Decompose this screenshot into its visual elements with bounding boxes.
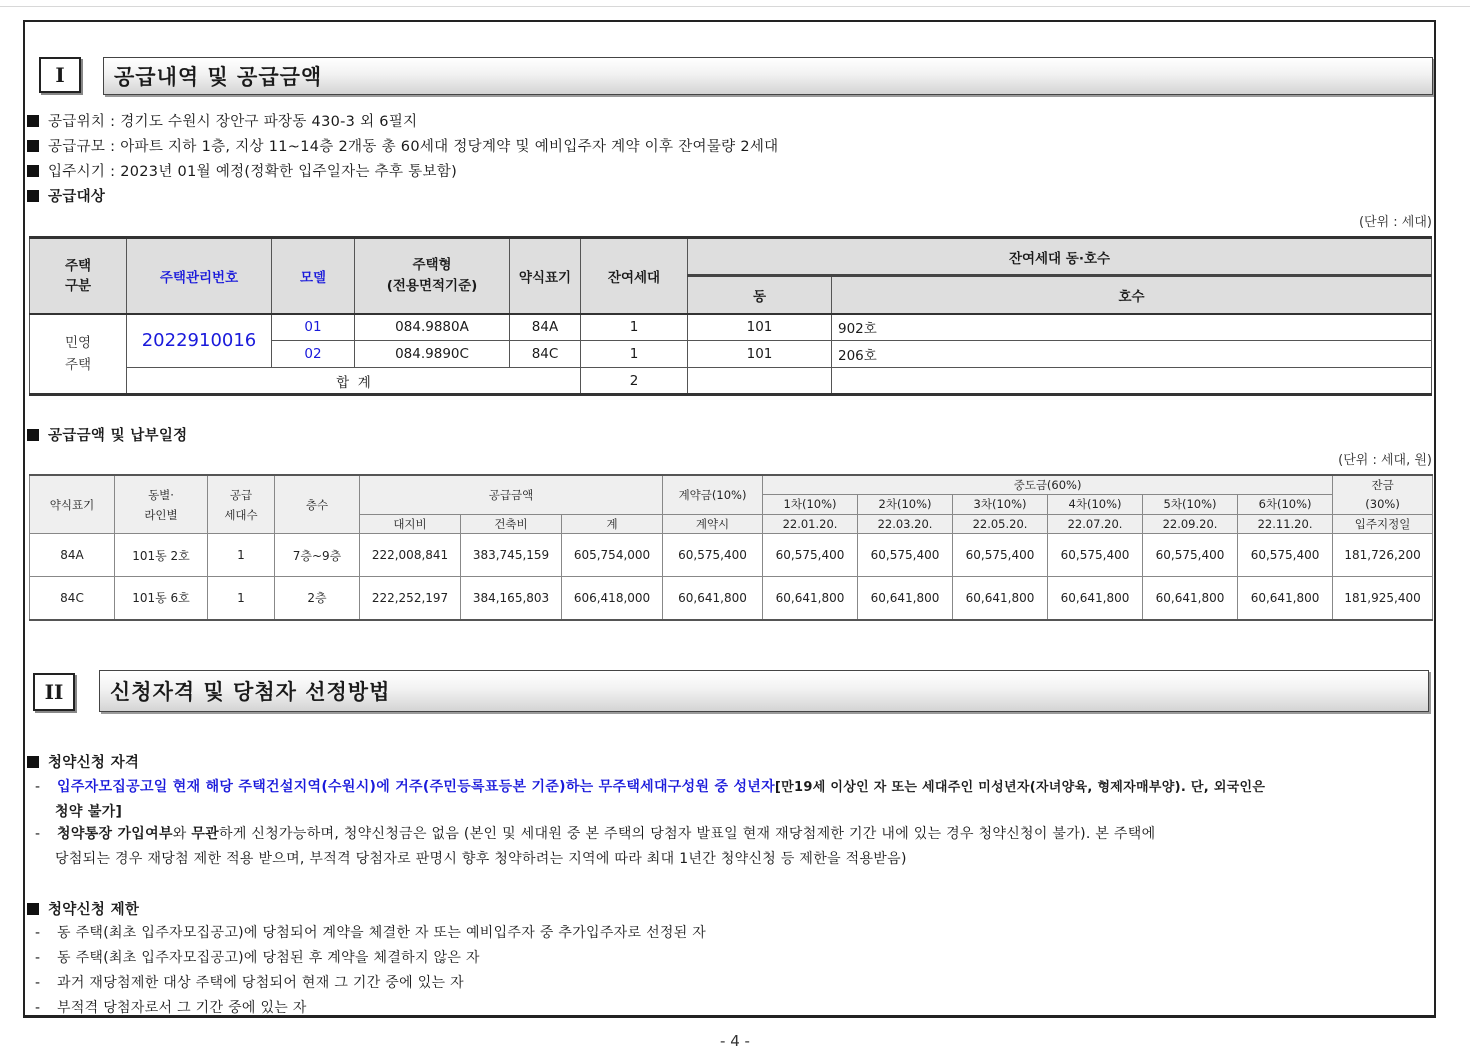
header-ho: 호수 bbox=[832, 276, 1432, 314]
header-house-type: 주택형 (전용면적기준) bbox=[355, 238, 510, 314]
row-floor: 7층~9층 bbox=[275, 534, 360, 577]
row-line: 101동 6호 bbox=[115, 577, 208, 620]
table-row bbox=[30, 577, 1433, 620]
h-line: 동별· 라인별 bbox=[115, 475, 208, 534]
move-in-date: 입주시기 : 2023년 01월 예정(정확한 입주일자는 추후 통보함) bbox=[27, 160, 457, 181]
page-number: - 4 - bbox=[720, 1032, 750, 1050]
row-middle-3: 60,641,800 bbox=[953, 577, 1048, 620]
h-balance-when: 입주지정일 bbox=[1333, 515, 1433, 534]
supply-target-heading: 공급대상 bbox=[27, 185, 105, 206]
row-balance: 181,925,400 bbox=[1333, 577, 1433, 620]
h-middle-date-3: 22.05.20. bbox=[953, 515, 1048, 534]
row-middle-5: 60,575,400 bbox=[1143, 534, 1238, 577]
square-bullet-icon bbox=[27, 140, 39, 152]
square-bullet-icon bbox=[27, 429, 39, 441]
h-middle-3: 3차(10%) bbox=[953, 494, 1048, 514]
row-middle-6: 60,641,800 bbox=[1238, 577, 1333, 620]
h-total: 계 bbox=[562, 515, 663, 534]
qualification-1-cont: 청약 불가] bbox=[55, 804, 123, 820]
row-units: 1 bbox=[208, 534, 275, 577]
h-middle-6: 6차(10%) bbox=[1238, 494, 1333, 514]
total-empty-ho bbox=[832, 368, 1432, 395]
restriction-4: - 부적격 당첨자로서 그 기간 중에 있는 자 bbox=[35, 1000, 307, 1016]
qualification-heading: 청약신청 자격 bbox=[27, 751, 139, 772]
row-land: 222,252,197 bbox=[360, 577, 461, 620]
row-short: 84A bbox=[30, 534, 115, 577]
h-land: 대지비 bbox=[360, 515, 461, 534]
section-number-1: I bbox=[39, 57, 81, 93]
h-supply: 공급금액 bbox=[360, 475, 663, 515]
h-middle-4: 4차(10%) bbox=[1048, 494, 1143, 514]
h-middle-date-1: 22.01.20. bbox=[763, 515, 858, 534]
total-row bbox=[30, 368, 1432, 395]
row-middle-5: 60,641,800 bbox=[1143, 577, 1238, 620]
row-total: 605,754,000 bbox=[562, 534, 663, 577]
restriction-3: - 과거 재당첨제한 대상 주택에 당첨되어 현재 그 기간 중에 있는 자 bbox=[35, 975, 464, 991]
row-balance: 181,726,200 bbox=[1333, 534, 1433, 577]
price-heading: 공급금액 및 납부일정 bbox=[27, 424, 187, 445]
square-bullet-icon bbox=[27, 115, 39, 127]
header-mgmt-no: 주택관리번호 bbox=[127, 238, 272, 314]
short-cell: 84C bbox=[510, 341, 581, 368]
square-bullet-icon bbox=[27, 190, 39, 202]
total-empty-dong bbox=[688, 368, 832, 395]
row-line: 101동 2호 bbox=[115, 534, 208, 577]
unit-label-2: (단위 : 세대, 원) bbox=[1338, 453, 1432, 468]
header-remaining: 잔여세대 bbox=[581, 238, 688, 314]
house-type-cell: 084.9890C bbox=[355, 341, 510, 368]
row-middle-6: 60,575,400 bbox=[1238, 534, 1333, 577]
row-middle-4: 60,575,400 bbox=[1048, 534, 1143, 577]
qualification-1: - 입주자모집공고일 현재 해당 주택건설지역(수원시)에 거주(주민등록표등본 기준)하는 무주택세대구성원 중 성년자[만19세 이상인 자 또는 세대주인 미성년자(자녀양육, 형제자매부양). 단, 외국인은 bbox=[35, 779, 1266, 795]
h-short: 약식표기 bbox=[30, 475, 115, 534]
row-building: 383,745,159 bbox=[461, 534, 562, 577]
square-bullet-icon bbox=[27, 165, 39, 177]
row-floor: 2층 bbox=[275, 577, 360, 620]
h-deposit-when: 계약시 bbox=[663, 515, 763, 534]
section-title-2: 신청자격 및 당첨자 선정방법 bbox=[99, 670, 1429, 712]
h-middle-date-4: 22.07.20. bbox=[1048, 515, 1143, 534]
supply-scale: 공급규모 : 아파트 지하 1층, 지상 11~14층 2개동 총 60세대 정당계약 및 예비입주자 계약 이후 잔여물량 2세대 bbox=[27, 135, 778, 156]
model-02: 02 bbox=[272, 341, 355, 368]
row-deposit: 60,575,400 bbox=[663, 534, 763, 577]
square-bullet-icon bbox=[27, 756, 39, 768]
total-label: 합 계 bbox=[127, 368, 581, 395]
dong-cell: 101 bbox=[688, 314, 832, 341]
restriction-2: - 동 주택(최초 입주자모집공고)에 당첨된 후 계약을 체결하지 않은 자 bbox=[35, 950, 480, 966]
row-land: 222,008,841 bbox=[360, 534, 461, 577]
h-middle: 중도금(60%) bbox=[763, 475, 1333, 494]
unit-label-1: (단위 : 세대) bbox=[1358, 215, 1432, 230]
housing-category: 민영 주택 bbox=[30, 314, 127, 395]
h-floor: 층수 bbox=[275, 475, 360, 534]
dong-cell: 101 bbox=[688, 341, 832, 368]
house-type-cell: 084.9880A bbox=[355, 314, 510, 341]
document-page bbox=[23, 20, 1436, 1018]
row-middle-2: 60,575,400 bbox=[858, 534, 953, 577]
h-middle-date-6: 22.11.20. bbox=[1238, 515, 1333, 534]
qualification-2-cont: 당첨되는 경우 재당첨 제한 적용 받으며, 부적격 당첨자로 판명시 향후 청약하려는 지역에 따라 최대 1년간 청약신청 등 제한을 적용받음) bbox=[55, 851, 907, 867]
row-middle-1: 60,575,400 bbox=[763, 534, 858, 577]
count-cell: 1 bbox=[581, 314, 688, 341]
row-short: 84C bbox=[30, 577, 115, 620]
row-deposit: 60,641,800 bbox=[663, 577, 763, 620]
h-building: 건축비 bbox=[461, 515, 562, 534]
h-units: 공급 세대수 bbox=[208, 475, 275, 534]
supply-location: 공급위치 : 경기도 수원시 장안구 파장동 430-3 외 6필지 bbox=[27, 110, 417, 131]
count-cell: 1 bbox=[581, 341, 688, 368]
qualification-2: - 청약통장 가입여부와 무관하게 신청가능하며, 청약신청금은 없음 (본인 및 세대원 중 본 주택의 당첨자 발표일 현재 재당첨제한 기간 내에 있는 경우 청약신청이 불가). 본 주택에 bbox=[35, 826, 1156, 842]
restriction-heading: 청약신청 제한 bbox=[27, 898, 139, 919]
row-units: 1 bbox=[208, 577, 275, 620]
header-housing-type: 주택 구분 bbox=[30, 238, 127, 314]
row-building: 384,165,803 bbox=[461, 577, 562, 620]
section-title-1: 공급내역 및 공급금액 bbox=[103, 57, 1433, 95]
header-dong: 동 bbox=[688, 276, 832, 314]
row-middle-2: 60,641,800 bbox=[858, 577, 953, 620]
h-middle-date-2: 22.03.20. bbox=[858, 515, 953, 534]
top-divider bbox=[0, 6, 1470, 7]
supply-target-table bbox=[29, 236, 1432, 396]
header-short: 약식표기 bbox=[510, 238, 581, 314]
row-total: 606,418,000 bbox=[562, 577, 663, 620]
header-model: 모델 bbox=[272, 238, 355, 314]
h-deposit: 계약금(10%) bbox=[663, 475, 763, 515]
h-middle-2: 2차(10%) bbox=[858, 494, 953, 514]
header-dong-ho: 잔여세대 동·호수 bbox=[688, 238, 1432, 276]
restriction-1: - 동 주택(최초 입주자모집공고)에 당첨되어 계약을 체결한 자 또는 예비입주자 중 추가입주자로 선정된 자 bbox=[35, 925, 707, 941]
total-value: 2 bbox=[581, 368, 688, 395]
square-bullet-icon bbox=[27, 903, 39, 915]
ho-cell: 902호 bbox=[832, 314, 1432, 341]
mgmt-number: 2022910016 bbox=[127, 314, 272, 368]
table-row bbox=[30, 314, 1432, 341]
price-schedule-table bbox=[29, 474, 1433, 621]
h-balance: 잔금 (30%) bbox=[1333, 475, 1433, 515]
ho-cell: 206호 bbox=[832, 341, 1432, 368]
row-middle-3: 60,575,400 bbox=[953, 534, 1048, 577]
h-middle-5: 5차(10%) bbox=[1143, 494, 1238, 514]
short-cell: 84A bbox=[510, 314, 581, 341]
model-01: 01 bbox=[272, 314, 355, 341]
row-middle-4: 60,641,800 bbox=[1048, 577, 1143, 620]
table-row bbox=[30, 534, 1433, 577]
h-middle-date-5: 22.09.20. bbox=[1143, 515, 1238, 534]
row-middle-1: 60,641,800 bbox=[763, 577, 858, 620]
section-number-2: II bbox=[33, 673, 75, 711]
h-middle-1: 1차(10%) bbox=[763, 494, 858, 514]
